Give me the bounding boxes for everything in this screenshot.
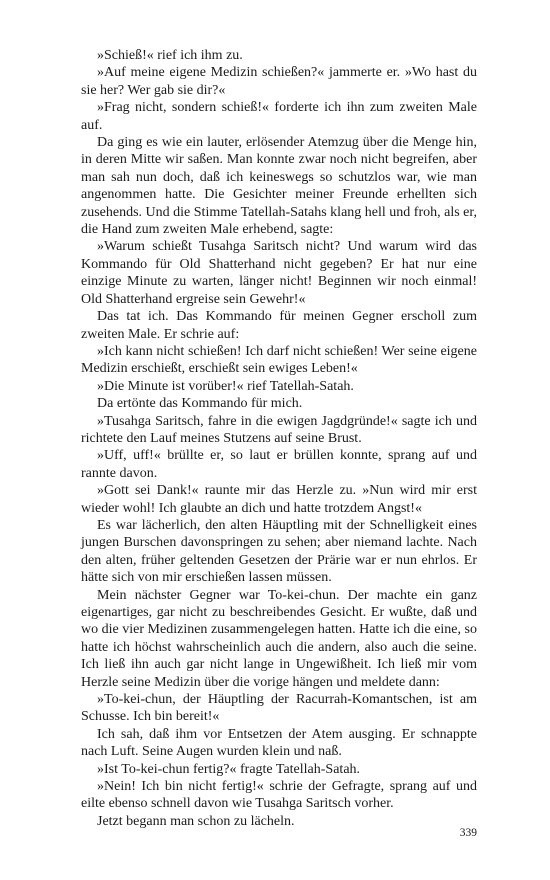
paragraph: Jetzt begann man schon zu lächeln.	[97, 813, 295, 829]
paragraph: »Ist To-kei-chun fertig?« fragte Tatellah-Satah.	[97, 761, 361, 777]
paragraph: »Schieß!« rief ich ihm zu.	[97, 48, 243, 63]
paragraph: »Auf meine eigene Medizin schießen?« jammerte er. »Wo hast du sie her? Wer gab sie dir?«	[81, 65, 477, 98]
paragraph: »Uff, uff!« brüllte er, so laut er brüllen konnte, sprang auf und rannte davon.	[81, 448, 477, 481]
paragraph: Es war lächerlich, den alten Häuptling mit der Schnelligkeit eines jungen Burschen davonspringen zu sehen; aber niemand lachte. Nach den alten, früher geltenden Gesetzen der Prärie war er nun ehrlos. Er hätte sich von mir erschießen lassen müssen.	[81, 517, 477, 586]
paragraph: Das tat ich. Das Kommando für meinen Gegner erscholl zum zweiten Male. Er schrie auf:	[81, 309, 477, 342]
paragraph: Da ging es wie ein lauter, erlösender Atemzug über die Menge hin, in deren Mitte wir saßen. Man konnte zwar noch nicht begreifen, aber man sah nun doch, daß ich keineswegs so schutzlos war, wie man angenommen hatte. Die Gesichter meiner Freunde erhellten sich zusehends. Und die Stimme Tatellah-Satahs klang hell und froh, als er, die Hand zum zweiten Male erhebend, sagte:	[81, 135, 477, 238]
paragraph: Ich sah, daß ihm vor Entsetzen der Atem ausging. Er schnappte nach Luft. Seine Augen wurden klein und naß.	[81, 726, 477, 760]
paragraph: »Gott sei Dank!« raunte mir das Herzle zu. »Nun wird mir erst wieder wohl! Ich glaubte an dich und hatte trotzdem Angst!«	[81, 483, 477, 516]
paragraph: »Warum schießt Tusahga Saritsch nicht? Und warum wird das Kommando für Old Shatterhand nicht gegeben? Er hat nur eine einzige Minute zu warten, länger nicht! Beginnen wir noch einmal! Old Shatterhand ergreise sein Gewehr!«	[81, 239, 477, 307]
paragraph: »Tusahga Saritsch, fahre in die ewigen Jagdgründe!« sagte ich und richtete den Lauf meines Stutzens auf seine Brust.	[81, 413, 477, 446]
paragraph: »To-kei-chun, der Häuptling der Racurrah-Komantschen, ist am Schusse. Ich bin bereit!«	[81, 692, 477, 725]
paragraph: Mein nächster Gegner war To-kei-chun. Der machte ein ganz eigenartiges, gar nicht zu beschreibendes Gesicht. Er wußte, daß und wo die vier Medizinen zusammengelegen hatten. Hatte ich die eine, so hatte ich höchst wahrscheinlich auch die andern, also auch die seine. Ich ließ ihn auch gar nicht lange in Ungewißheit. Ich ließ mir vom Herzle seine Medizin über die vorige hängen und meldete dann:	[81, 587, 477, 690]
paragraph: »Frag nicht, sondern schieß!« forderte ich ihn zum zweiten Male auf.	[81, 100, 477, 133]
paragraph: Da ertönte das Kommando für mich.	[97, 396, 303, 412]
page-number: 339	[459, 827, 477, 839]
body-text	[81, 47, 477, 830]
paragraph: »Nein! Ich bin nicht fertig!« schrie der Gefragte, sprang auf und eilte ebenso schnell davon wie Tusahga Saritsch vorher.	[81, 779, 477, 812]
paragraph: »Ich kann nicht schießen! Ich darf nicht schießen! Wer seine eigene Medizin erschießt, erschießt sein ewiges Leben!«	[81, 343, 477, 377]
paragraph: »Die Minute ist vorüber!« rief Tatellah-Satah.	[97, 378, 354, 394]
